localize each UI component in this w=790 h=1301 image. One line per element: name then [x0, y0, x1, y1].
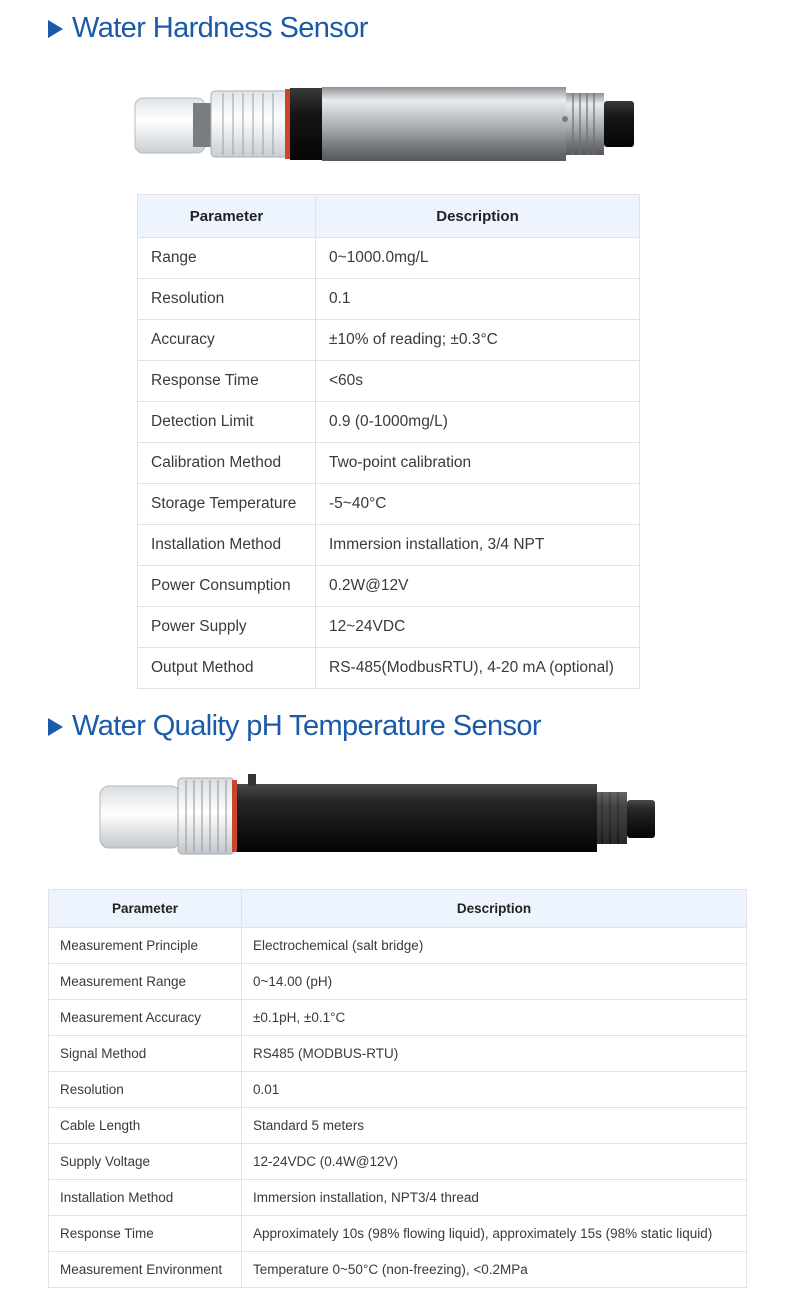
- table-row: [138, 443, 640, 484]
- column-header-parameter: Parameter: [49, 890, 242, 928]
- parameter-cell: Signal Method: [49, 1036, 242, 1072]
- description-cell: 0.2W@12V: [316, 566, 640, 607]
- table-row: [138, 525, 640, 566]
- table-row: [138, 238, 640, 279]
- parameter-cell: Installation Method: [49, 1180, 242, 1216]
- column-header-description: Description: [242, 890, 747, 928]
- description-cell: -5~40°C: [316, 484, 640, 525]
- table-row: [138, 320, 640, 361]
- description-cell: Two-point calibration: [316, 443, 640, 484]
- table-row: [49, 1144, 747, 1180]
- hardness-spec-table: [137, 194, 640, 689]
- parameter-cell: Measurement Accuracy: [49, 1000, 242, 1036]
- parameter-cell: Measurement Principle: [49, 928, 242, 964]
- section-title-text: Water Quality pH Temperature Sensor: [72, 710, 541, 742]
- description-cell: 0~14.00 (pH): [242, 964, 747, 1000]
- column-header-parameter: Parameter: [138, 195, 316, 238]
- parameter-cell: Accuracy: [138, 320, 316, 361]
- description-cell: ±0.1pH, ±0.1°C: [242, 1000, 747, 1036]
- table-row: [138, 607, 640, 648]
- parameter-cell: Storage Temperature: [138, 484, 316, 525]
- description-cell: <60s: [316, 361, 640, 402]
- description-cell: 0.01: [242, 1072, 747, 1108]
- description-cell: Standard 5 meters: [242, 1108, 747, 1144]
- section-title-ph: [48, 710, 541, 743]
- table-row: [138, 566, 640, 607]
- table-row: [49, 1000, 747, 1036]
- parameter-cell: Measurement Range: [49, 964, 242, 1000]
- parameter-cell: Cable Length: [49, 1108, 242, 1144]
- parameter-cell: Response Time: [49, 1216, 242, 1252]
- table-row: [49, 1108, 747, 1144]
- description-cell: RS485 (MODBUS-RTU): [242, 1036, 747, 1072]
- parameter-cell: Detection Limit: [138, 402, 316, 443]
- description-cell: 0.9 (0-1000mg/L): [316, 402, 640, 443]
- table-row: [49, 1036, 747, 1072]
- triangle-bullet-icon: [48, 20, 63, 38]
- ph-spec-table: [48, 889, 747, 1288]
- table-header-row: [49, 890, 747, 928]
- description-cell: RS-485(ModbusRTU), 4-20 mA (optional): [316, 648, 640, 689]
- parameter-cell: Resolution: [138, 279, 316, 320]
- ph-sensor-probe-icon: [98, 772, 658, 858]
- description-cell: Approximately 10s (98% flowing liquid), approximately 15s (98% static liquid): [242, 1216, 747, 1252]
- parameter-cell: Measurement Environment: [49, 1252, 242, 1288]
- parameter-cell: Calibration Method: [138, 443, 316, 484]
- parameter-cell: Resolution: [49, 1072, 242, 1108]
- table-row: [49, 1072, 747, 1108]
- table-row: [138, 402, 640, 443]
- description-cell: Immersion installation, NPT3/4 thread: [242, 1180, 747, 1216]
- table-row: [138, 648, 640, 689]
- table-row: [49, 928, 747, 964]
- section-title-text: Water Hardness Sensor: [72, 12, 368, 44]
- description-cell: Temperature 0~50°C (non-freezing), <0.2MPa: [242, 1252, 747, 1288]
- parameter-cell: Power Supply: [138, 607, 316, 648]
- table-row: [49, 964, 747, 1000]
- table-row: [138, 361, 640, 402]
- triangle-bullet-icon: [48, 718, 63, 736]
- section-title-hardness: [48, 12, 368, 45]
- parameter-cell: Response Time: [138, 361, 316, 402]
- description-cell: 0.1: [316, 279, 640, 320]
- table-row: [49, 1180, 747, 1216]
- table-row: [138, 279, 640, 320]
- parameter-cell: Range: [138, 238, 316, 279]
- parameter-cell: Power Consumption: [138, 566, 316, 607]
- description-cell: ±10% of reading; ±0.3°C: [316, 320, 640, 361]
- table-header-row: [138, 195, 640, 238]
- description-cell: 12~24VDC: [316, 607, 640, 648]
- parameter-cell: Output Method: [138, 648, 316, 689]
- column-header-description: Description: [316, 195, 640, 238]
- description-cell: 0~1000.0mg/L: [316, 238, 640, 279]
- parameter-cell: Installation Method: [138, 525, 316, 566]
- parameter-cell: Supply Voltage: [49, 1144, 242, 1180]
- description-cell: 12-24VDC (0.4W@12V): [242, 1144, 747, 1180]
- table-row: [49, 1252, 747, 1288]
- description-cell: Electrochemical (salt bridge): [242, 928, 747, 964]
- table-row: [49, 1216, 747, 1252]
- table-row: [138, 484, 640, 525]
- hardness-sensor-probe-icon: [133, 83, 643, 163]
- description-cell: Immersion installation, 3/4 NPT: [316, 525, 640, 566]
